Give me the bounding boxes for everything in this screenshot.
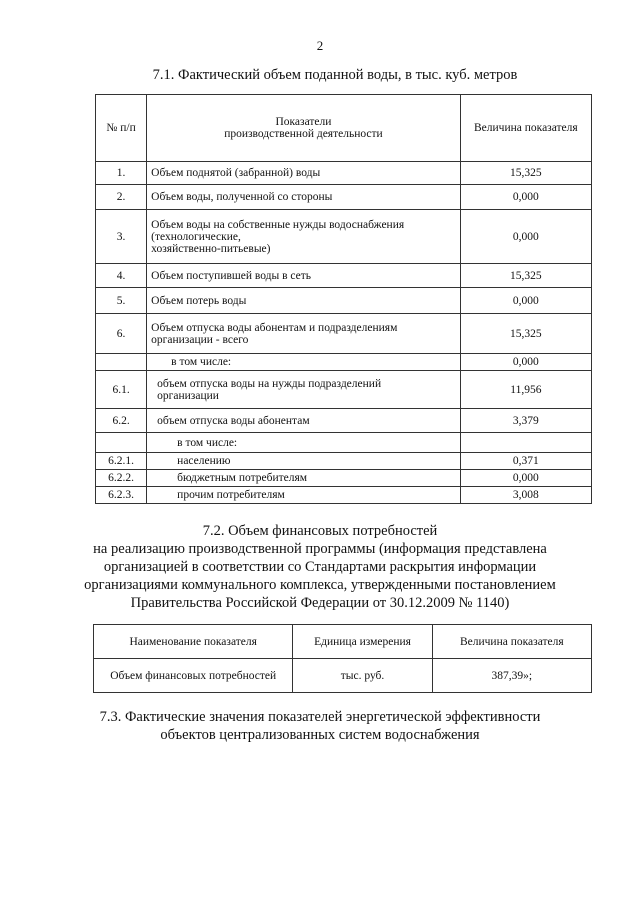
row-value: 3,008 [460,487,591,504]
financial-needs-table [93,624,592,693]
row-value: 15,325 [460,314,591,354]
table-row [96,470,592,487]
header-name: Наименование показателя [94,625,293,659]
row-name [147,371,461,409]
page-number: 2 [316,38,324,53]
row-name: в том числе: [147,354,461,371]
row-num: 4. [96,264,147,288]
section-7-2-title [0,522,640,612]
row-name: прочим потребителям [147,487,461,504]
table-row [96,288,592,314]
row-value: 11,956 [460,371,591,409]
header-value: Величина показателя [460,95,591,162]
row-name: Объем финансовых потребностей [94,659,293,693]
row-num: 6.2.2. [96,470,147,487]
section-7-2-title-line2: на реализацию производственной программы (информация представлена [93,541,547,557]
section-7-2-title-line3: организацией в соответствии со Стандартами раскрытия информации [103,559,537,575]
header-indicator [147,95,461,162]
row-value: 0,000 [460,288,591,314]
row-name-line2: организации - всего [151,333,249,346]
table-row [96,162,592,185]
row-name-line3: хозяйственно-питьевые) [151,242,271,255]
row-num: 6.1. [96,371,147,409]
row-num: 6. [96,314,147,354]
row-unit: тыс. руб. [293,659,432,693]
row-name: населению [147,453,461,470]
table-row [96,453,592,470]
section-7-3-title-line2: объектов централизованных систем водоснабжения [160,727,480,743]
row-name: Объем поступившей воды в сеть [147,264,461,288]
row-value: 15,325 [460,264,591,288]
section-7-1-title: 7.1. Фактический объем поданной воды, в тыс. куб. метров [152,67,518,83]
section-7-2-title-line1: 7.2. Объем финансовых потребностей [202,523,438,539]
header-indicator-line2: производственной деятельности [224,128,383,140]
header-num: № п/п [96,95,147,162]
table-row [96,185,592,210]
row-value [460,433,591,453]
table-row [94,659,592,693]
row-num: 6.2. [96,409,147,433]
row-num: 6.2.3. [96,487,147,504]
header-unit: Единица измерения [293,625,432,659]
row-num: 1. [96,162,147,185]
row-name [147,210,461,264]
table-row [96,371,592,409]
row-num: 6.2.1. [96,453,147,470]
row-name: Объем воды, полученной со стороны [147,185,461,210]
row-name-line1: объем отпуска воды на нужды подразделений [157,377,382,390]
row-name: объем отпуска воды абонентам [147,409,461,433]
header-value: Величина показателя [432,625,591,659]
table-row [96,409,592,433]
row-num [96,433,147,453]
section-7-3-title [0,708,640,744]
row-name: в том числе: [147,433,461,453]
row-value: 0,371 [460,453,591,470]
row-num: 3. [96,210,147,264]
row-value: 15,325 [460,162,591,185]
row-value: 387,39»; [432,659,591,693]
section-7-2-title-line4: организациями коммунального комплекса, утвержденными постановлением [84,577,556,593]
table-row [96,433,592,453]
row-value: 0,000 [460,210,591,264]
row-name [147,314,461,354]
row-name: Объем поднятой (забранной) воды [147,162,461,185]
section-7-3-title-line1: 7.3. Фактические значения показателей энергетической эффективности [99,709,541,725]
row-num [96,354,147,371]
header-indicator-line1: Показатели [275,116,332,128]
table-row [96,210,592,264]
table-row [96,314,592,354]
row-value: 0,000 [460,354,591,371]
row-name-line2: организации [157,389,219,402]
table-row [96,487,592,504]
row-num: 2. [96,185,147,210]
row-name: Объем потерь воды [147,288,461,314]
row-value: 3,379 [460,409,591,433]
row-num: 5. [96,288,147,314]
row-name: бюджетным потребителям [147,470,461,487]
row-value: 0,000 [460,185,591,210]
water-supply-table [95,94,592,504]
section-7-2-title-line5: Правительства Российской Федерации от 30.12.2009 № 1140) [130,595,510,611]
table-row [96,264,592,288]
table-header-row [94,625,592,659]
row-name-line1: Объем отпуска воды абонентам и подразделениям [151,321,398,334]
table-row [96,354,592,371]
row-name-line2: (технологические, [151,230,241,243]
row-value: 0,000 [460,470,591,487]
table-header-row [96,95,592,162]
row-name-line1: Объем воды на собственные нужды водоснабжения [151,218,405,231]
